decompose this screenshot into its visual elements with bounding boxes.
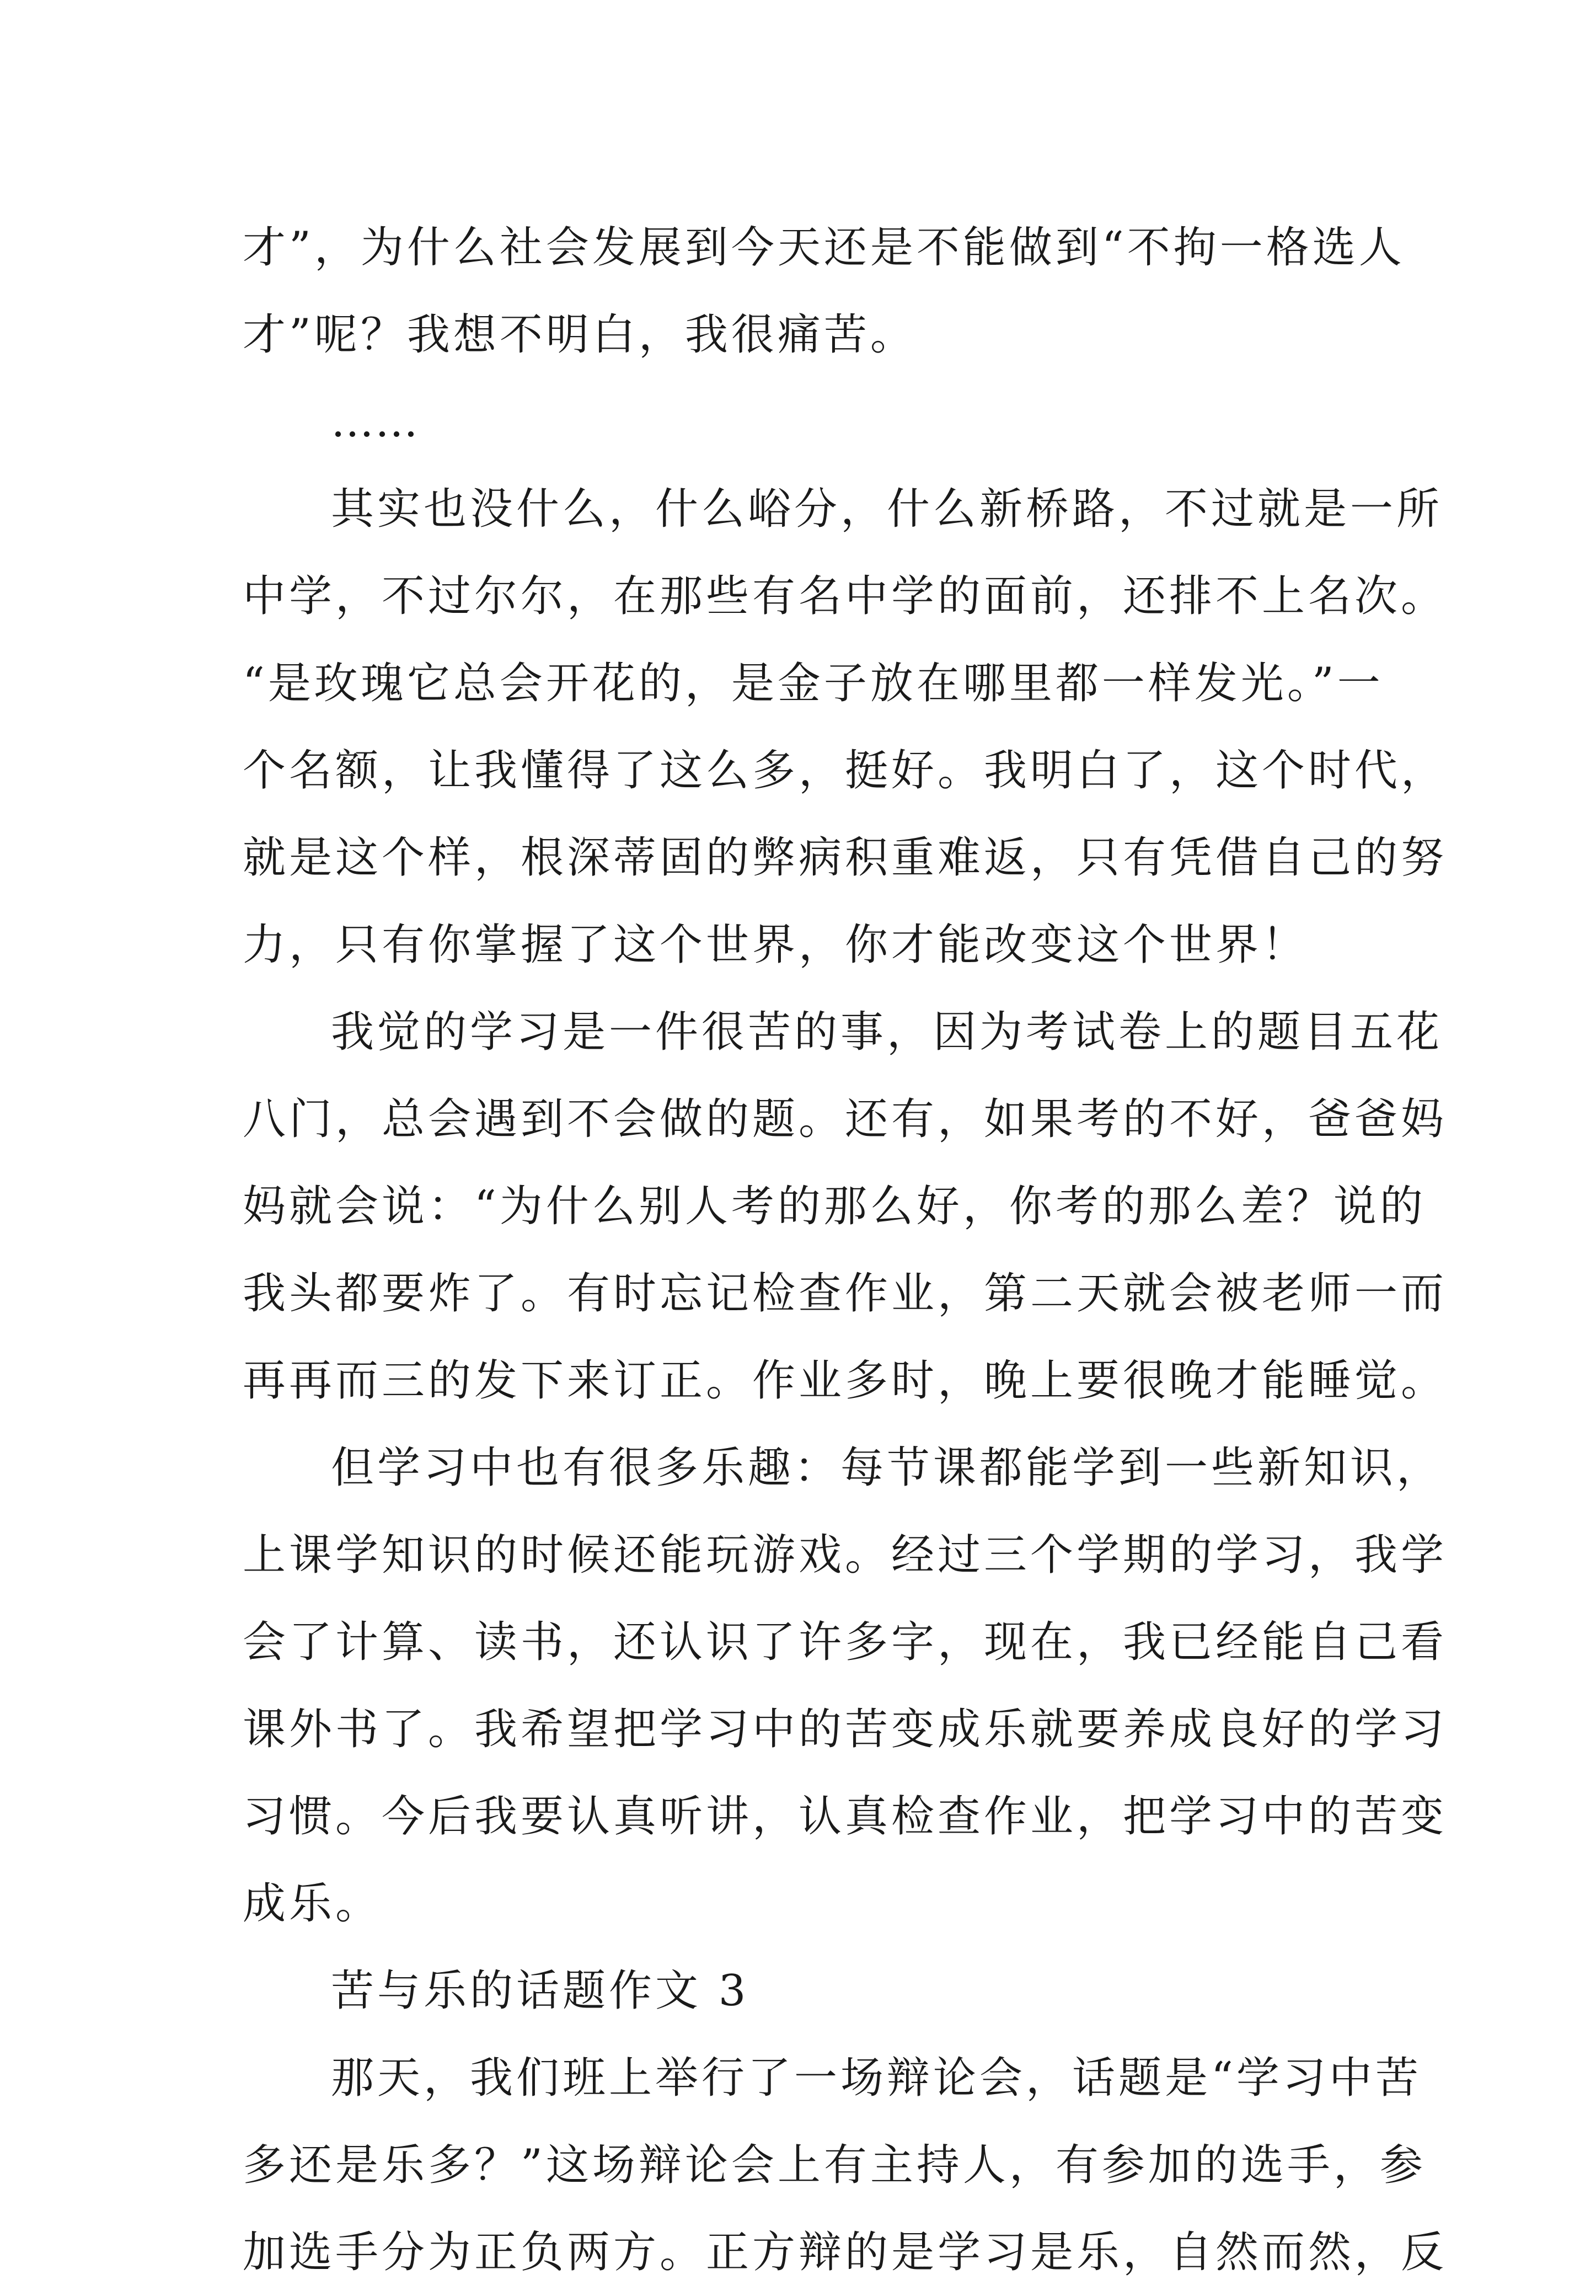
section-heading: 苦与乐的话题作文 3 — [331, 1966, 749, 2016]
text-line: 中学，不过尔尔，在那些有名中学的面前，还排不上名次。 — [243, 572, 1448, 621]
text-line: 多还是乐多？”这场辩论会上有主持人，有参加的选手，参 — [243, 2140, 1426, 2190]
text-line: 就是这个样，根深蒂固的弊病积重难返，只有凭借自己的努 — [243, 833, 1448, 883]
text-line: 才”呢？我想不明白，我很痛苦。 — [243, 310, 917, 360]
text-line: 才”，为什么社会发展到今天还是不能做到“不拘一格选人 — [243, 223, 1405, 273]
text-line: 再再而三的发下来订正。作业多时，晚上要很晚才能睡觉。 — [243, 1356, 1448, 1406]
text-line: 我头都要炸了。有时忘记检查作业，第二天就会被老师一而 — [243, 1269, 1448, 1318]
text-line: 习惯。今后我要认真听讲，认真检查作业，把学习中的苦变 — [243, 1792, 1448, 1841]
paragraph-start-line: 我觉的学习是一件很苦的事，因为考试卷上的题目五花 — [331, 1007, 1443, 1057]
text-line: 加选手分为正负两方。正方辩的是学习是乐，自然而然，反 — [243, 2228, 1448, 2277]
text-line: “是玫瑰它总会开花的，是金子放在哪里都一样发光。”一 — [243, 659, 1384, 708]
text-line: 成乐。 — [243, 1879, 382, 1929]
paragraph-start-line: 那天，我们班上举行了一场辩论会，话题是“学习中苦 — [331, 2053, 1422, 2103]
text-line: 八门，总会遇到不会做的题。还有，如果考的不好，爸爸妈 — [243, 1094, 1448, 1144]
text-line: 会了计算、读书，还认识了许多字，现在，我已经能自己看 — [243, 1617, 1448, 1667]
text-line: 妈就会说：“为什么别人考的那么好，你考的那么差？说的 — [243, 1182, 1426, 1231]
text-line: 个名额，让我懂得了这么多，挺好。我明白了，这个时代， — [243, 746, 1448, 795]
document-body — [243, 204, 1448, 2296]
paragraph-start-line: 但学习中也有很多乐趣：每节课都能学到一些新知识， — [331, 1443, 1443, 1493]
text-line: 课外书了。我希望把学习中的苦变成乐就要养成良好的学习 — [243, 1705, 1448, 1754]
text-line: 力，只有你掌握了这个世界，你才能改变这个世界！ — [243, 920, 1309, 970]
ellipsis-line: …… — [331, 397, 419, 447]
paragraph-start-line: 其实也没什么，什么峪分，什么新桥路，不过就是一所 — [331, 484, 1443, 534]
text-line: 上课学知识的时候还能玩游戏。经过三个学期的学习，我学 — [243, 1530, 1448, 1580]
